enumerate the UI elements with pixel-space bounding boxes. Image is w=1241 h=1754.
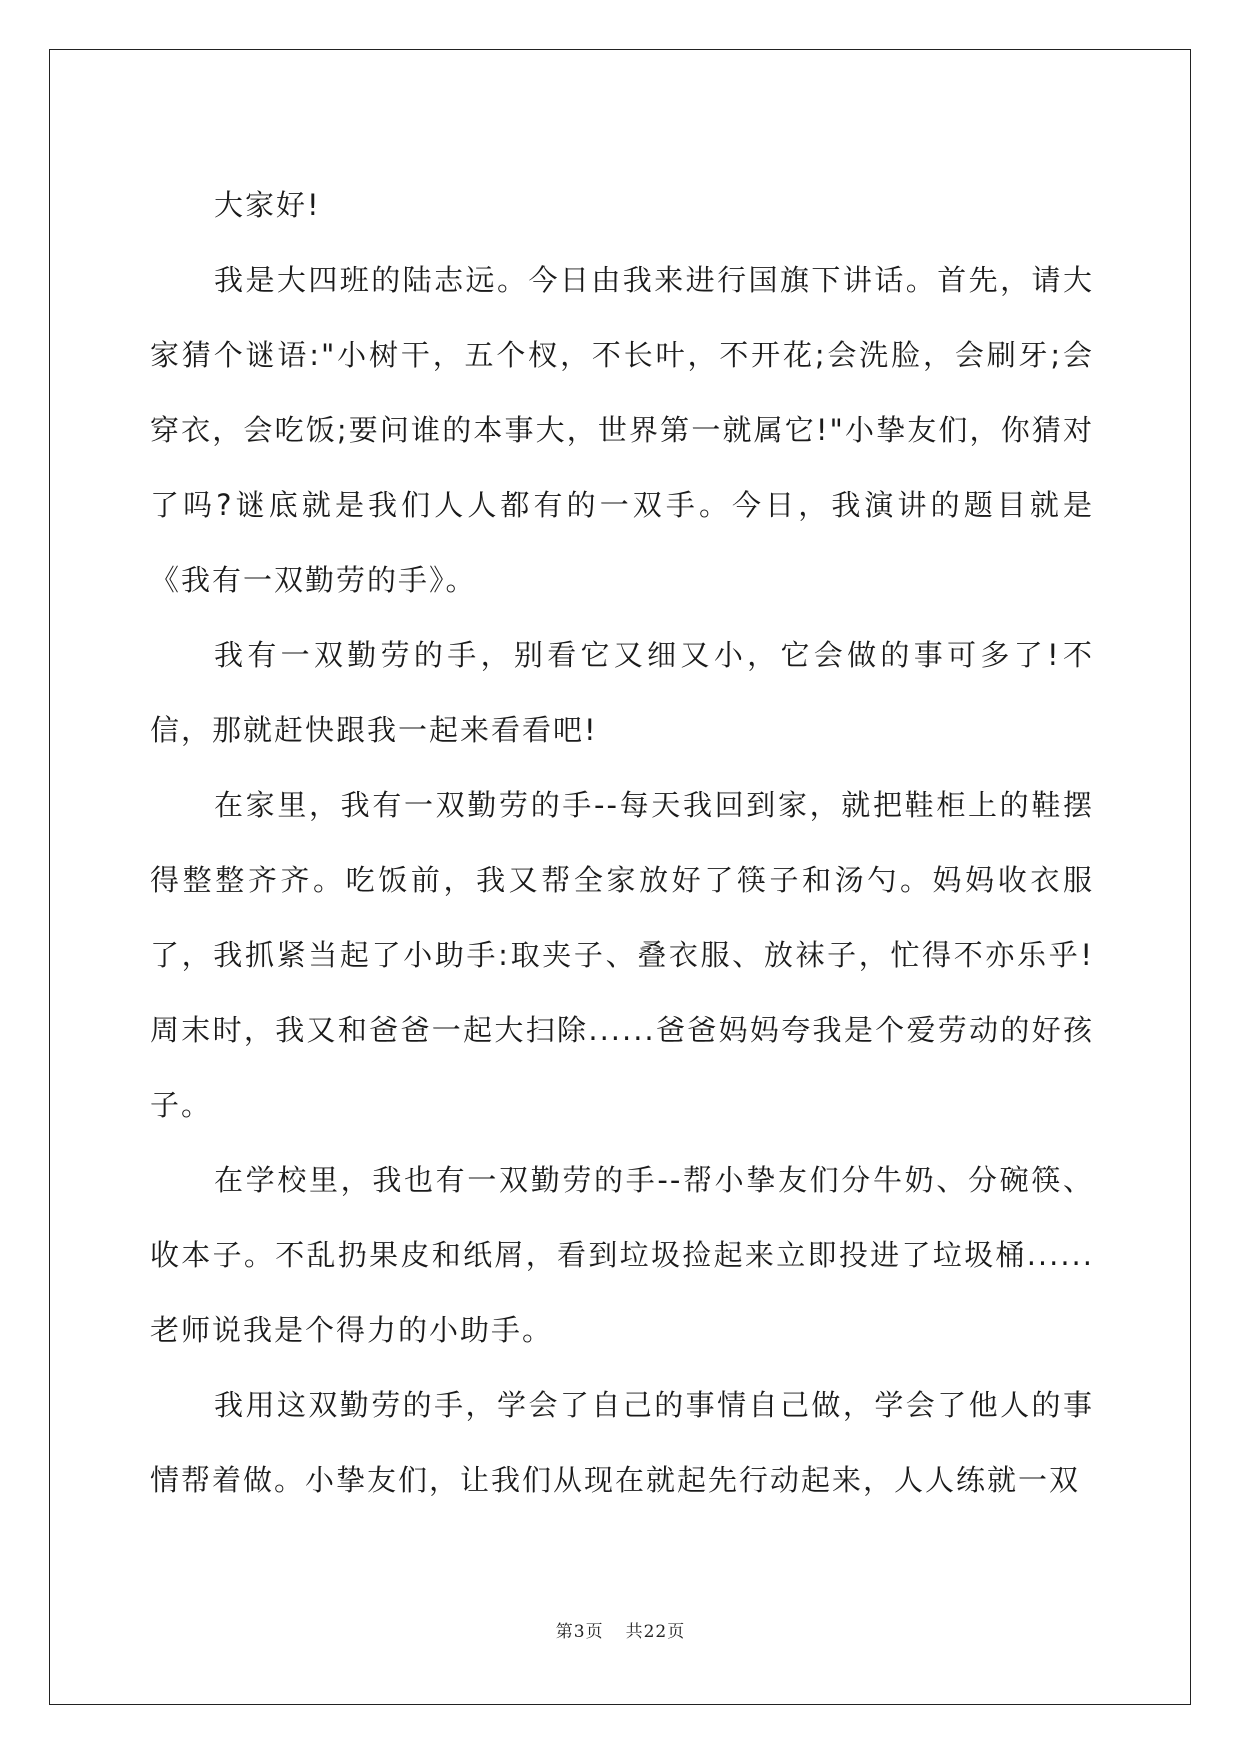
paragraph-introduction: 我是大四班的陆志远。今日由我来进行国旗下讲话。首先，请大家猜个谜语:"小树干，五个杈，不长叶，不开花;会洗脸，会刷牙;会穿衣，会吃饭;要问谁的本事大，世界第一就属它!"小挚友们，你猜对了吗?谜底就是我们人人都有的一双手。今日，我演讲的题目就是《我有一双勤劳的手》。 (150, 263, 1094, 597)
paragraph-greeting: 大家好! (214, 188, 321, 222)
document-body (150, 168, 1094, 1518)
paragraph-at-home: 在家里，我有一双勤劳的手--每天我回到家，就把鞋柜上的鞋摆得整整齐齐。吃饭前，我又帮全家放好了筷子和汤勺。妈妈收衣服了，我抓紧当起了小助手:取夹子、叠衣服、放袜子，忙得不亦乐乎!周末时，我又和爸爸一起大扫除......爸爸妈妈夸我是个爱劳动的好孩子。 (150, 788, 1094, 1122)
paragraph-conclusion: 我用这双勤劳的手，学会了自己的事情自己做，学会了他人的事情帮着做。小挚友们，让我们从现在就起先行动起来，人人练就一双 (150, 1388, 1094, 1497)
page-total: 共22页 (625, 1622, 686, 1642)
paragraph-hands-intro: 我有一双勤劳的手，别看它又细又小，它会做的事可多了!不信，那就赶快跟我一起来看看吧! (150, 638, 1094, 747)
page-footer (0, 1617, 1241, 1642)
paragraph-at-school: 在学校里，我也有一双勤劳的手--帮小挚友们分牛奶、分碗筷、收本子。不乱扔果皮和纸屑，看到垃圾捡起来立即投进了垃圾桶......老师说我是个得力的小助手。 (150, 1163, 1094, 1347)
page-number: 第3页 (555, 1622, 604, 1642)
